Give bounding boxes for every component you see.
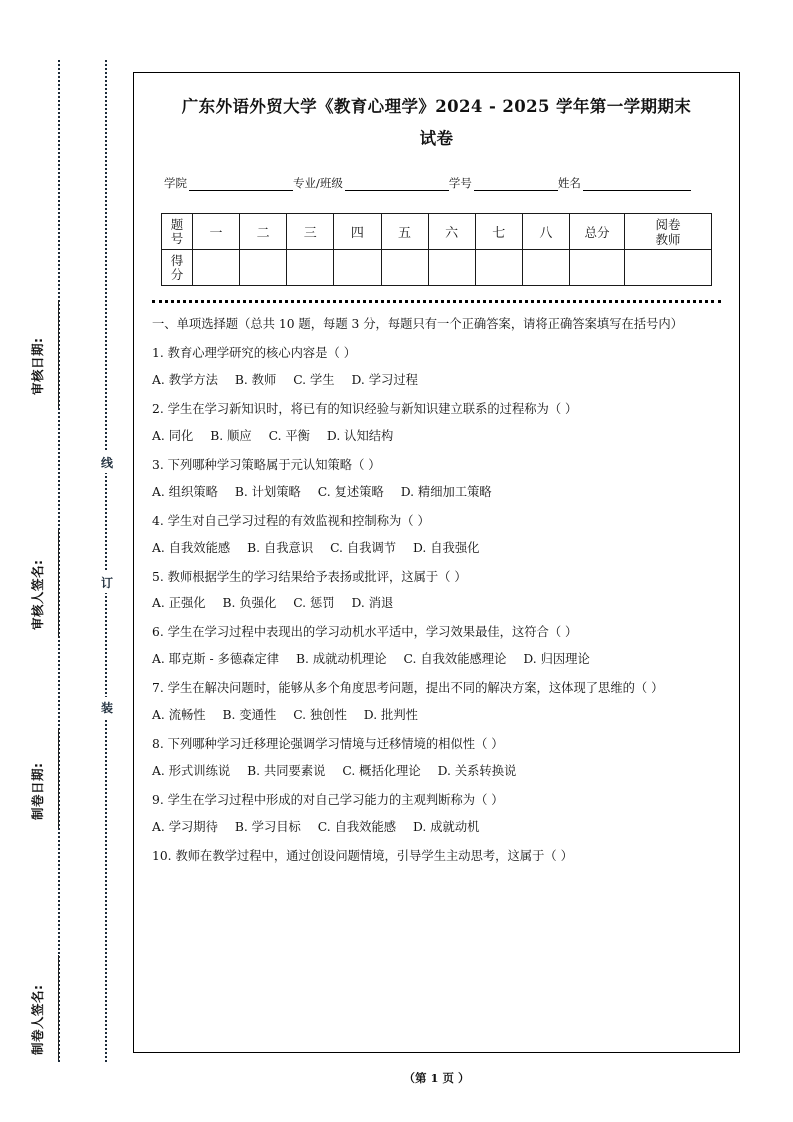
question-stem-8: 8. 下列哪种学习迁移理论强调学习情境与迁移情境的相似性（ ） xyxy=(152,736,504,751)
option-4-c[interactable]: C. 自我调节 xyxy=(330,540,397,555)
score-cell-3[interactable] xyxy=(287,250,334,286)
field-label-name: 姓名 xyxy=(557,176,581,191)
score-table-col-4: 四 xyxy=(334,214,381,250)
option-4-d[interactable]: D. 自我强化 xyxy=(412,540,480,555)
question-stem-10: 10. 教师在教学过程中，通过创设问题情境，引导学生主动思考，这属于（ ） xyxy=(152,848,573,863)
binding-char-line: 线 xyxy=(98,452,116,473)
field-blank-major-class[interactable] xyxy=(345,178,449,191)
binding-char-bind: 装 xyxy=(98,697,116,718)
question-stem-9: 9. 学生在学习过程中形成的对自己学习能力的主观判断称为（ ） xyxy=(152,792,504,807)
option-9-b[interactable]: B. 学习目标 xyxy=(234,819,301,834)
dotted-separator xyxy=(152,300,721,303)
question-stem-6: 6. 学生在学习过程中表现出的学习动机水平适中，学习效果最佳，这符合（ ） xyxy=(152,625,578,640)
option-5-c[interactable]: C. 惩罚 xyxy=(293,596,335,611)
question-options-3 xyxy=(152,483,719,503)
score-table-col-3: 三 xyxy=(287,214,334,250)
score-table-col-total: 总分 xyxy=(570,214,625,250)
question-options-4 xyxy=(152,539,719,559)
score-cell-total[interactable] xyxy=(570,250,625,286)
margin-label-print-date: 制卷日期: xyxy=(30,762,45,820)
margin-label-printer-signature: 制卷人签名: xyxy=(30,984,45,1055)
margin-rule-1 xyxy=(58,300,59,408)
field-label-major-class: 专业/班级 xyxy=(293,176,343,191)
option-4-b[interactable]: B. 自我意识 xyxy=(247,540,314,555)
option-9-c[interactable]: C. 自我效能感 xyxy=(317,819,397,834)
score-cell-2[interactable] xyxy=(240,250,287,286)
option-7-a[interactable]: A. 流畅性 xyxy=(152,708,206,723)
option-8-d[interactable]: D. 关系转换说 xyxy=(437,763,517,778)
margin-rule-3 xyxy=(58,728,59,828)
option-9-a[interactable]: A. 学习期待 xyxy=(152,819,218,834)
option-3-c[interactable]: C. 复述策略 xyxy=(317,484,384,499)
option-7-b[interactable]: B. 变通性 xyxy=(222,708,277,723)
margin-rule-4 xyxy=(58,955,59,1060)
page-title xyxy=(156,91,717,155)
student-info-row xyxy=(164,175,717,191)
option-8-b[interactable]: B. 共同要素说 xyxy=(247,763,326,778)
question-stem-5: 5. 教师根据学生的学习结果给予表扬或批评，这属于（ ） xyxy=(152,569,467,584)
question-stem-1: 1. 教育心理学研究的核心内容是（ ） xyxy=(152,346,357,361)
field-label-college: 学院 xyxy=(164,176,187,191)
question-options-6 xyxy=(152,650,719,670)
option-5-b[interactable]: B. 负强化 xyxy=(222,596,277,611)
question-stem-7: 7. 学生在解决问题时，能够从多个角度思考问题，提出不同的解决方案，这体现了思维的（ ） xyxy=(152,681,664,696)
exam-content-frame xyxy=(133,72,740,1053)
score-table-col-8: 八 xyxy=(522,214,569,250)
table-row-question-numbers xyxy=(162,214,712,250)
option-8-c[interactable]: C. 概括化理论 xyxy=(342,763,421,778)
score-cell-4[interactable] xyxy=(334,250,381,286)
title-line-1: 广东外语外贸大学《教育心理学》2024 - 2025 学年第一学期期末 xyxy=(181,97,692,116)
score-table-row-header-score: 得 分 xyxy=(162,250,193,286)
question-options-7 xyxy=(152,706,719,726)
question-options-1 xyxy=(152,371,719,391)
score-table-col-5: 五 xyxy=(381,214,428,250)
margin-label-reviewer-signature: 审核人签名: xyxy=(30,559,45,630)
field-label-student-id: 学号 xyxy=(448,176,472,191)
option-5-a[interactable]: A. 正强化 xyxy=(152,596,206,611)
score-table-col-6: 六 xyxy=(428,214,475,250)
option-1-d[interactable]: D. 学习过程 xyxy=(351,373,418,388)
option-1-a[interactable]: A. 教学方法 xyxy=(152,373,218,388)
score-cell-1[interactable] xyxy=(193,250,240,286)
option-1-b[interactable]: B. 教师 xyxy=(234,373,277,388)
score-cell-8[interactable] xyxy=(522,250,569,286)
score-cell-6[interactable] xyxy=(428,250,475,286)
question-stem-3: 3. 下列哪种学习策略属于元认知策略（ ） xyxy=(152,457,381,472)
option-5-d[interactable]: D. 消退 xyxy=(351,596,394,611)
score-table xyxy=(161,213,712,286)
option-3-d[interactable]: D. 精细加工策略 xyxy=(400,484,492,499)
score-cell-5[interactable] xyxy=(381,250,428,286)
option-6-d[interactable]: D. 归因理论 xyxy=(523,652,590,667)
option-9-d[interactable]: D. 成就动机 xyxy=(412,819,480,834)
option-2-c[interactable]: C. 平衡 xyxy=(268,428,310,443)
binding-char-staple: 订 xyxy=(98,572,116,593)
field-blank-college[interactable] xyxy=(189,178,293,191)
page-footer: （第 1 页 ） xyxy=(403,1071,470,1085)
option-2-d[interactable]: D. 认知结构 xyxy=(326,428,394,443)
score-cell-7[interactable] xyxy=(475,250,522,286)
score-table-row-header-question: 题 号 xyxy=(162,214,193,250)
option-8-a[interactable]: A. 形式训练说 xyxy=(152,763,231,778)
margin-rule-2 xyxy=(58,530,59,638)
option-6-a[interactable]: A. 耶克斯 - 多德森定律 xyxy=(152,652,280,667)
binding-dotted-line-inner xyxy=(105,60,107,1062)
score-cell-grader[interactable] xyxy=(625,250,712,286)
question-options-9 xyxy=(152,818,719,838)
question-options-8 xyxy=(152,762,719,782)
option-6-b[interactable]: B. 成就动机理论 xyxy=(295,652,387,667)
score-table-col-2: 二 xyxy=(240,214,287,250)
question-stem-2: 2. 学生在学习新知识时，将已有的知识经验与新知识建立联系的过程称为（ ） xyxy=(152,402,578,417)
field-blank-name[interactable] xyxy=(583,178,691,191)
title-line-2: 试卷 xyxy=(419,129,454,149)
option-7-c[interactable]: C. 独创性 xyxy=(293,708,347,723)
questions-body xyxy=(152,315,719,866)
option-7-d[interactable]: D. 批判性 xyxy=(363,708,418,723)
score-table-col-grader: 阅卷 教师 xyxy=(625,214,712,250)
margin-label-review-date: 审核日期: xyxy=(30,337,45,395)
option-3-a[interactable]: A. 组织策略 xyxy=(152,484,218,499)
table-row-scores xyxy=(162,250,712,286)
option-6-c[interactable]: C. 自我效能感理论 xyxy=(403,652,507,667)
option-2-b[interactable]: B. 顺应 xyxy=(210,428,252,443)
question-options-5 xyxy=(152,594,719,614)
option-4-a[interactable]: A. 自我效能感 xyxy=(152,540,231,555)
section-heading: 一、单项选择题（总共 10 题，每题 3 分，每题只有一个正确答案，请将正确答案填写在括号内） xyxy=(152,317,683,332)
field-blank-student-id[interactable] xyxy=(474,178,558,191)
question-options-2 xyxy=(152,427,719,447)
binding-margin xyxy=(0,0,133,1122)
score-table-col-7: 七 xyxy=(475,214,522,250)
question-stem-4: 4. 学生对自己学习过程的有效监视和控制称为（ ） xyxy=(152,513,430,528)
option-1-c[interactable]: C. 学生 xyxy=(293,373,335,388)
score-table-col-1: 一 xyxy=(193,214,240,250)
option-2-a[interactable]: A. 同化 xyxy=(152,428,194,443)
option-3-b[interactable]: B. 计划策略 xyxy=(234,484,301,499)
